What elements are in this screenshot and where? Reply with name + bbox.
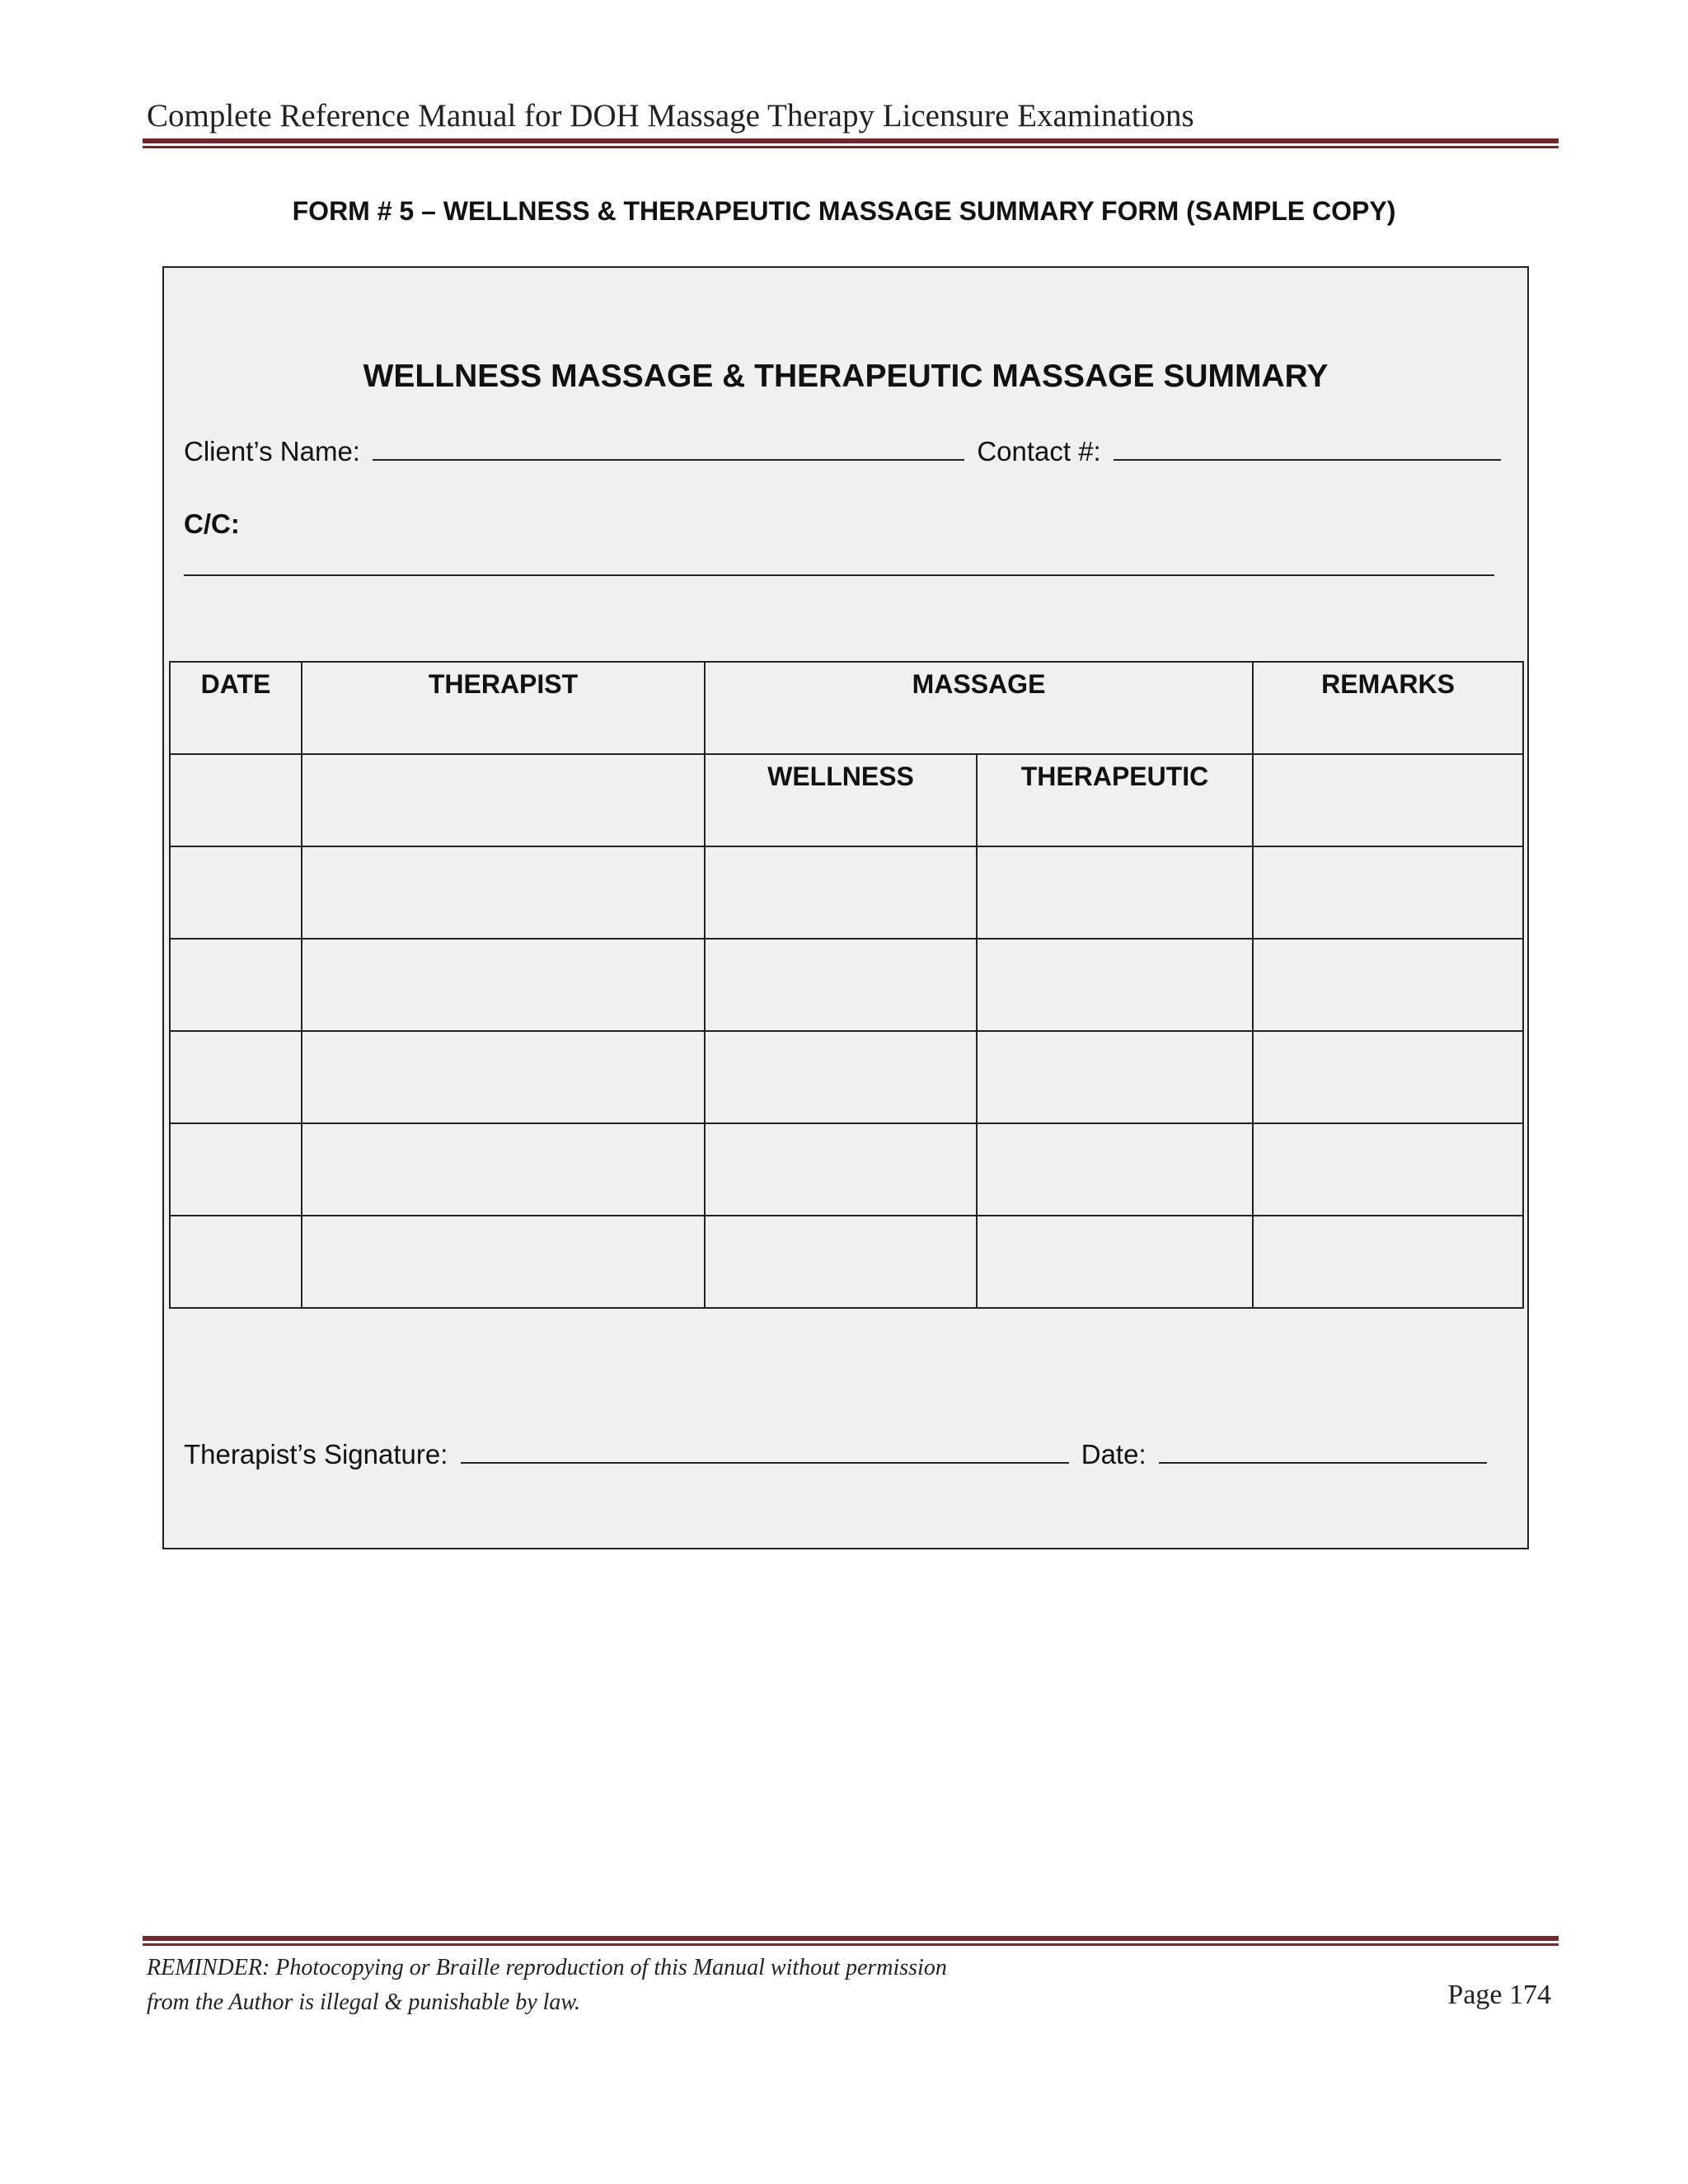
table-cell[interactable] bbox=[1253, 939, 1523, 1031]
cc-label: C/C: bbox=[184, 509, 240, 539]
table-cell[interactable] bbox=[170, 1031, 302, 1123]
signature-label: Therapist’s Signature: bbox=[184, 1439, 448, 1469]
running-header: Complete Reference Manual for DOH Massage Therapy Licensure Examinations bbox=[147, 98, 1194, 134]
client-name-field[interactable] bbox=[373, 433, 964, 461]
cc-field[interactable] bbox=[184, 574, 1494, 576]
contact-field[interactable] bbox=[1114, 433, 1501, 461]
form-title: WELLNESS MASSAGE & THERAPEUTIC MASSAGE SUMMARY bbox=[363, 359, 1329, 394]
page-number: Page 174 bbox=[1447, 1980, 1551, 2010]
table-cell[interactable] bbox=[170, 939, 302, 1031]
table-cell[interactable] bbox=[977, 1216, 1253, 1308]
header-massage: MASSAGE bbox=[705, 662, 1253, 754]
table-cell[interactable] bbox=[302, 939, 705, 1031]
table-cell[interactable] bbox=[1253, 846, 1523, 939]
footer-reminder-line1: REMINDER: Photocopying or Braille reproduction of this Manual without permission bbox=[147, 1955, 947, 1980]
table-cell[interactable] bbox=[302, 846, 705, 939]
table-subheader-row bbox=[170, 754, 1523, 846]
table-row bbox=[170, 1031, 1523, 1123]
contact-label: Contact #: bbox=[977, 436, 1101, 466]
table-cell[interactable] bbox=[977, 846, 1253, 939]
summary-form bbox=[162, 266, 1529, 1549]
table-cell[interactable] bbox=[705, 939, 977, 1031]
header-therapist: THERAPIST bbox=[302, 662, 705, 754]
footer-rule bbox=[143, 1936, 1559, 1946]
table-header-row bbox=[170, 662, 1523, 754]
signature-field[interactable] bbox=[461, 1436, 1069, 1464]
table-cell[interactable] bbox=[302, 1123, 705, 1216]
table-cell[interactable] bbox=[977, 939, 1253, 1031]
table-cell[interactable] bbox=[170, 846, 302, 939]
footer-reminder-line2: from the Author is illegal & punishable by law. bbox=[147, 1990, 581, 2015]
table-cell[interactable] bbox=[705, 1031, 977, 1123]
header-remarks: REMARKS bbox=[1253, 662, 1523, 754]
client-name-label: Client’s Name: bbox=[184, 436, 360, 466]
table-cell[interactable] bbox=[705, 1123, 977, 1216]
table-cell[interactable] bbox=[1253, 1216, 1523, 1308]
table-cell[interactable] bbox=[170, 1216, 302, 1308]
table-row bbox=[170, 1123, 1523, 1216]
summary-table bbox=[169, 661, 1524, 1309]
table-row bbox=[170, 846, 1523, 939]
table-cell[interactable] bbox=[170, 1123, 302, 1216]
table-cell[interactable] bbox=[1253, 1123, 1523, 1216]
header-rule bbox=[143, 138, 1559, 148]
header-date: DATE bbox=[170, 662, 302, 754]
header-wellness: WELLNESS bbox=[705, 754, 977, 846]
client-contact-row bbox=[184, 433, 1506, 467]
table-cell[interactable] bbox=[977, 1031, 1253, 1123]
table-cell[interactable] bbox=[302, 1031, 705, 1123]
table-cell[interactable] bbox=[1253, 1031, 1523, 1123]
table-cell[interactable] bbox=[705, 1216, 977, 1308]
date-field[interactable] bbox=[1159, 1436, 1487, 1464]
table-cell[interactable] bbox=[977, 1123, 1253, 1216]
date-label: Date: bbox=[1081, 1439, 1146, 1469]
table-cell[interactable] bbox=[705, 846, 977, 939]
table-row bbox=[170, 939, 1523, 1031]
header-therapeutic: THERAPEUTIC bbox=[977, 754, 1253, 846]
footer-reminder bbox=[147, 1951, 947, 2020]
table-cell[interactable] bbox=[302, 1216, 705, 1308]
table-cell[interactable] bbox=[170, 754, 302, 846]
signature-date-row bbox=[184, 1436, 1492, 1470]
table-cell[interactable] bbox=[1253, 754, 1523, 846]
form-caption: FORM # 5 – WELLNESS & THERAPEUTIC MASSAGE SUMMARY FORM (SAMPLE COPY) bbox=[292, 196, 1396, 226]
table-row bbox=[170, 1216, 1523, 1308]
table-cell[interactable] bbox=[302, 754, 705, 846]
